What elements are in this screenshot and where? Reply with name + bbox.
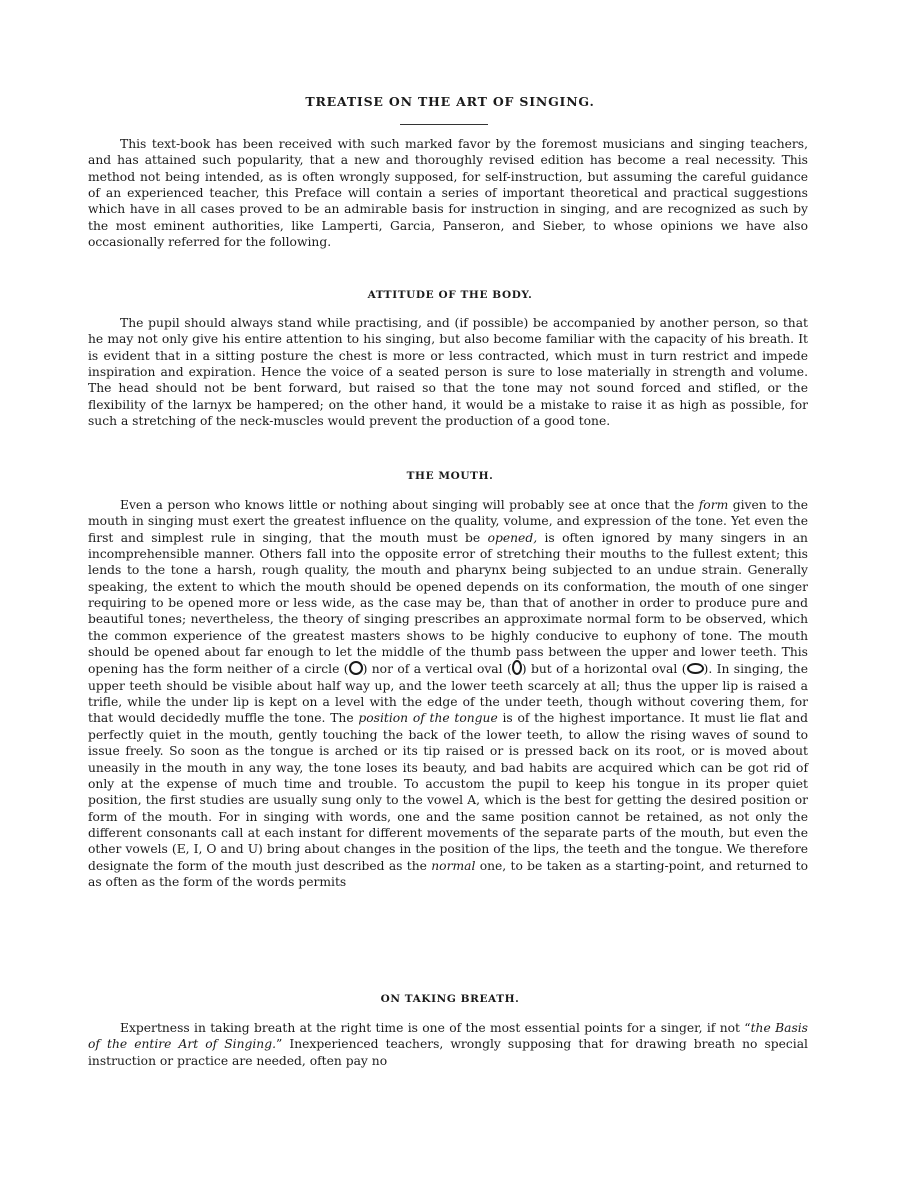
mouth-text-2: given to the mouth in singing must exert the greatest influence on the quality, volume, and expression of the tone. Yet even the first and simplest rule in singing, that the mouth must be xyxy=(88,498,809,545)
horizontal-oval-symbol-icon xyxy=(687,663,704,674)
section-heading-attitude: ATTITUDE OF THE BODY. xyxy=(367,289,533,301)
section-heading-breath: ON TAKING BREATH. xyxy=(380,993,520,1005)
emphasis-tongue: position of the tongue xyxy=(358,711,498,726)
title-divider xyxy=(400,124,488,125)
breath-text-2: ” Inexperienced teachers, wrongly supposing that for drawing breath no special instruction or practice are needed, often pay no xyxy=(88,1037,808,1068)
intro-paragraph xyxy=(88,136,808,250)
attitude-paragraph xyxy=(88,315,808,429)
circle-symbol-icon xyxy=(349,661,363,675)
breath-paragraph xyxy=(88,1020,808,1069)
emphasis-opened: opened, xyxy=(487,530,538,545)
mouth-text-4: nor of a vertical oval xyxy=(371,662,503,677)
emphasis-form: form xyxy=(698,498,729,512)
mouth-text-5: but of a horizontal oval xyxy=(530,662,678,677)
mouth-text-8: one, to be taken as a starting-point, and returned to as often as the form of the words permits xyxy=(88,858,808,889)
mouth-text-6: In singing, the upper teeth should be visible about half way up, and the lower teeth scarcely at all; thus the upper lip is raised a trifle, while the under lip is kept on a level with the edge of the under teeth, though without covering them, for that would decidedly muffle the tone. The xyxy=(88,662,808,726)
vertical-oval-symbol-icon xyxy=(512,660,522,675)
page-title: TREATISE ON THE ART OF SINGING. xyxy=(305,94,595,109)
mouth-paragraph: Even a person who knows little or nothing about singing will probably see at once that the form given to the mouth in singing must exert the greatest influence on the quality, volume, and expression of the tone. Yet even the first and simplest rule in singing, that the mouth must be opened, is often ignored by many singers in an incomprehensible manner. Others fall into the opposite error of stretching their mouths to the fullest extent; this lends to the tone a harsh, rough quality, the mouth and pharynx being subjected to an undue strain. Generally speaking, the extent to which the mouth should be opened depends on its conformation, the mouth of one singer requiring to be opened more or less wide, as the case may be, than that of another in order to produce pure and beautiful tones; nevertheless, the theory of singing prescribes an approximate normal form to be observed, which the common experience of the greatest masters shows to be highly conducive to euphony of tone. The mouth should be opened about far enough to let the middle of the thumb pass between the upper and lower teeth. This opening has the form neither of a circle ( ) nor of a vertical oval ( ) but of a horizontal oval ( ). In singing, the upper teeth should be visible about half way up, and the lower teeth scarcely at all; thus the upper lip is raised a trifle, while the under lip is kept on a level with the edge of the under teeth, though without covering them, for that would decidedly muffle the tone. The position of the tongue is of the highest importance. It must lie flat and perfectly quiet in the mouth, gently touching the back of the lower teeth, to allow the rising waves of sound to issue freely. So soon as the tongue is arched or its tip raised or is pressed back on its root, or is moved about uneasily in the mouth in any way, the tone loses its beauty, and bad habits are acquired which can be got rid of only at the expense of much time and trouble. To accustom the pupil to keep his tongue in its proper quiet position, the first studies are usually sung only to the vowel A, which is the best for getting the desired position or form of the mouth. For in singing with words, one and the same position cannot be retained, as not only the different consonants call at each instant for different movements of the separate parts of the mouth, but even the other vowels (E, I, O and U) bring about changes in the position of the lips, the teeth and the tongue. We therefore designate the form of the mouth just described as the normal one, to be taken as a starting-point, and returned to as often as the form of the words permits xyxy=(88,498,809,889)
mouth-text-3: is often ignored by many singers in an incomprehensible manner. Others fall into the opposite error of stretching their mouths to the fullest extent; this lends to the tone a harsh, rough quality, the mouth and pharynx being subjected to an undue strain. Generally speaking, the extent to which the mouth should be opened depends on its conformation, the mouth of one singer requiring to be opened more or less wide, as the case may be, than that of another in order to produce pure and beautiful tones; nevertheless, the theory of singing prescribes an approximate normal form to be observed, which the common experience of the greatest masters shows to be highly conducive to euphony of tone. The mouth should be opened about far enough to let the middle of the thumb pass between the upper and lower teeth. This opening has the form neither of a circle xyxy=(88,530,808,677)
section-heading-mouth: THE MOUTH. xyxy=(406,470,494,482)
breath-text-1: Expertness in taking breath at the right time is one of the most essential points for a singer, if not “ xyxy=(120,1021,751,1035)
mouth-text-7: is of the highest importance. It must lie flat and perfectly quiet in the mouth, gently touching the back of the lower teeth, to allow the rising waves of sound to issue freely. So soon as the tongue is arched or its tip raised or is pressed back on its root, or is moved about uneasily in the mouth in any way, the tone loses its beauty, and bad habits are acquired which can be got rid of only at the expense of much time and trouble. To accustom the pupil to keep his tongue in its proper quiet position, the first studies are usually sung only to the vowel A, which is the best for getting the desired position or form of the mouth. For in singing with words, one and the same position cannot be retained, as not only the different consonants call at each instant for different movements of the separate parts of the mouth, but even the other vowels (E, I, O and U) bring about changes in the position of the lips, the teeth and the tongue. We therefore designate the form of the mouth just described as the xyxy=(88,711,809,873)
attitude-text: The pupil should always stand while practising, and (if possible) be accompanied by another person, so that he may not only give his entire attention to his singing, but also become familiar with the capacity of his breath. It is evident that in a sitting posture the chest is more or less contracted, which must in turn restrict and impede inspiration and expiration. Hence the voice of a seated person is sure to lose materially in strength and volume. The head should not be bent forward, but raised so that the tone may not sound forced and stifled, or the flexibility of the larnyx be hampered; on the other hand, it would be a mistake to raise it as high as possible, for such a stretching of the neck-muscles would prevent the production of a good tone. xyxy=(88,316,808,429)
emphasis-normal: normal xyxy=(431,858,476,873)
intro-text: This text-book has been received with such marked favor by the foremost musicians and singing teachers, and has attained such popularity, that a new and thoroughly revised edition has become a real necessity. This method not being intended, as is often wrongly supposed, for self-instruction, but assuming the careful guidance of an experienced teacher, this Preface will contain a series of important theoretical and practical suggestions which have in all cases proved to be an admirable basis for instruction in singing, and are recognized as such by the most eminent authorities, like Lamperti, Garcia, Panseron, and Sieber, to whose opinions we have also occasionally referred for the following. xyxy=(88,137,808,250)
emphasis-basis: the Basis of the entire Art of Singing. xyxy=(88,1021,808,1052)
mouth-text-1: Even a person who knows little or nothing about singing will probably see at once that the xyxy=(120,498,695,512)
